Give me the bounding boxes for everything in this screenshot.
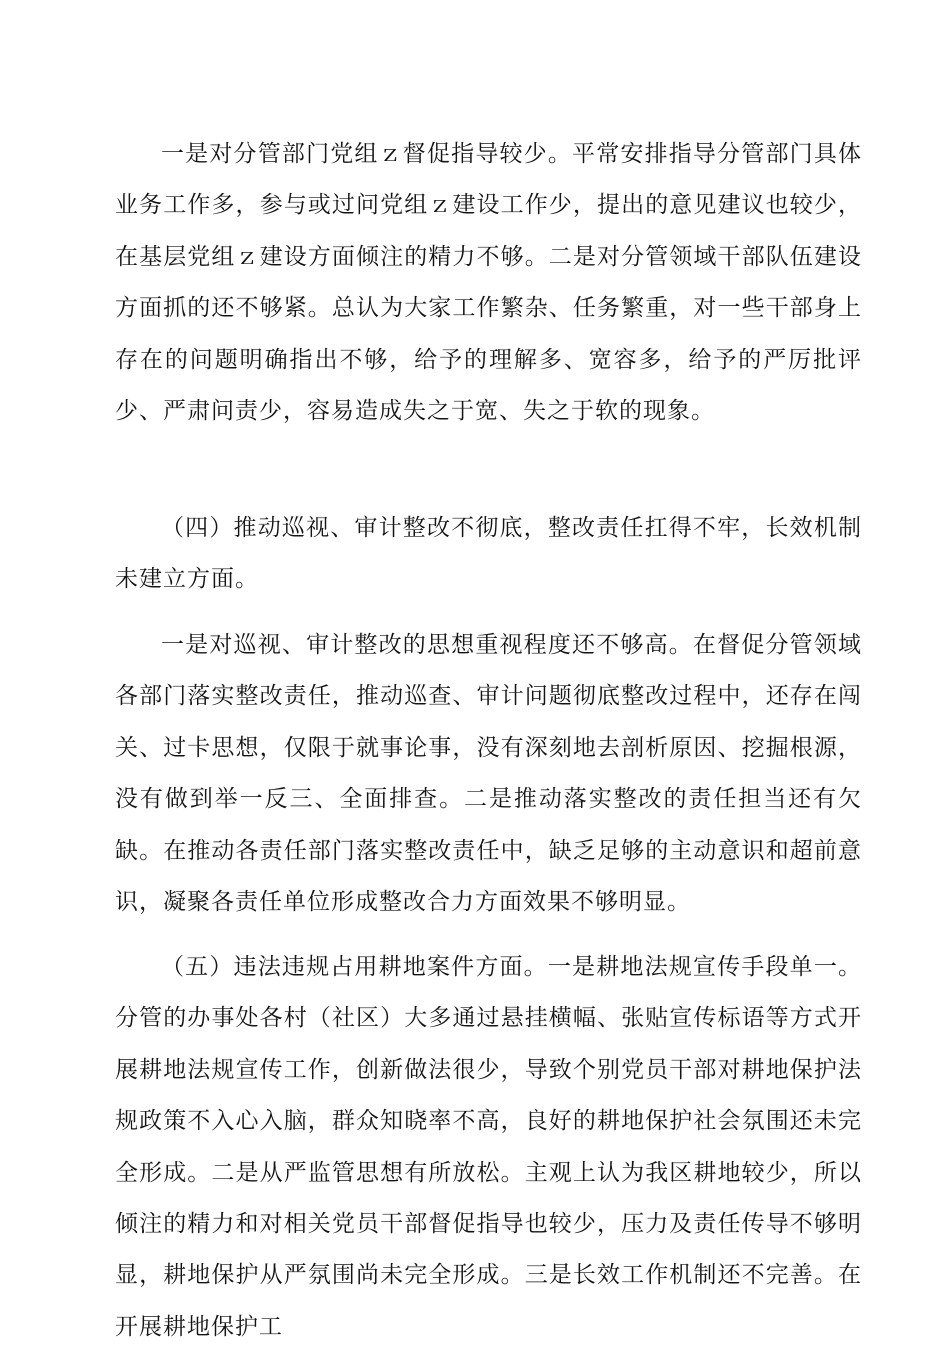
paragraph-heading-four: （四）推动巡视、审计整改不彻底，整改责任扛得不牢，长效机制未建立方面。 <box>115 515 862 593</box>
document-body <box>115 129 862 1367</box>
paragraph-rectification: 一是对巡视、审计整改的思想重视程度还不够高。在督促分管领域各部门落实整改责任，推动巡查、审计问题彻底整改过程中，还存在闯关、过卡思想，仅限于就事论事，没有深刻地去剖析原因、挖掘根源，没有做到举一反三、全面排查。二是推动落实整改的责任担当还有欠缺。在推动各责任部门落实整改责任中，缺乏足够的主动意识和超前意识，凝聚各责任单位形成整改合力方面效果不够明显。 <box>115 632 862 916</box>
paragraph-heading-five: （五）违法违规占用耕地案件方面。一是耕地法规宣传手段单一。分管的办事处各村（社区）大多通过悬挂横幅、张贴宣传标语等方式开展耕地法规宣传工作，创新做法很少，导致个别党员干部对耕地保护法规政策不入心入脑，群众知晓率不高，良好的耕地保护社会氛围还未完全形成。二是从严监管思想有所放松。主观上认为我区耕地较少，所以倾注的精力和对相关党员干部督促指导也较少，压力及责任传导不够明显，耕地保护从严氛围尚未完全形成。三是长效工作机制还不完善。在开展耕地保护工 <box>115 954 862 1340</box>
paragraph-supervision: 一是对分管部门党组ｚ督促指导较少。平常安排指导分管部门具体业务工作多，参与或过问党组ｚ建设工作少，提出的意见建议也较少，在基层党组ｚ建设方面倾注的精力不够。二是对分管领域干部队伍建设方面抓的还不够紧。总认为大家工作繁杂、任务繁重，对一些干部身上存在的问题明确指出不够，给予的理解多、宽容多，给予的严厉批评少、严肃问责少，容易造成失之于宽、失之于软的现象。 <box>115 141 862 425</box>
